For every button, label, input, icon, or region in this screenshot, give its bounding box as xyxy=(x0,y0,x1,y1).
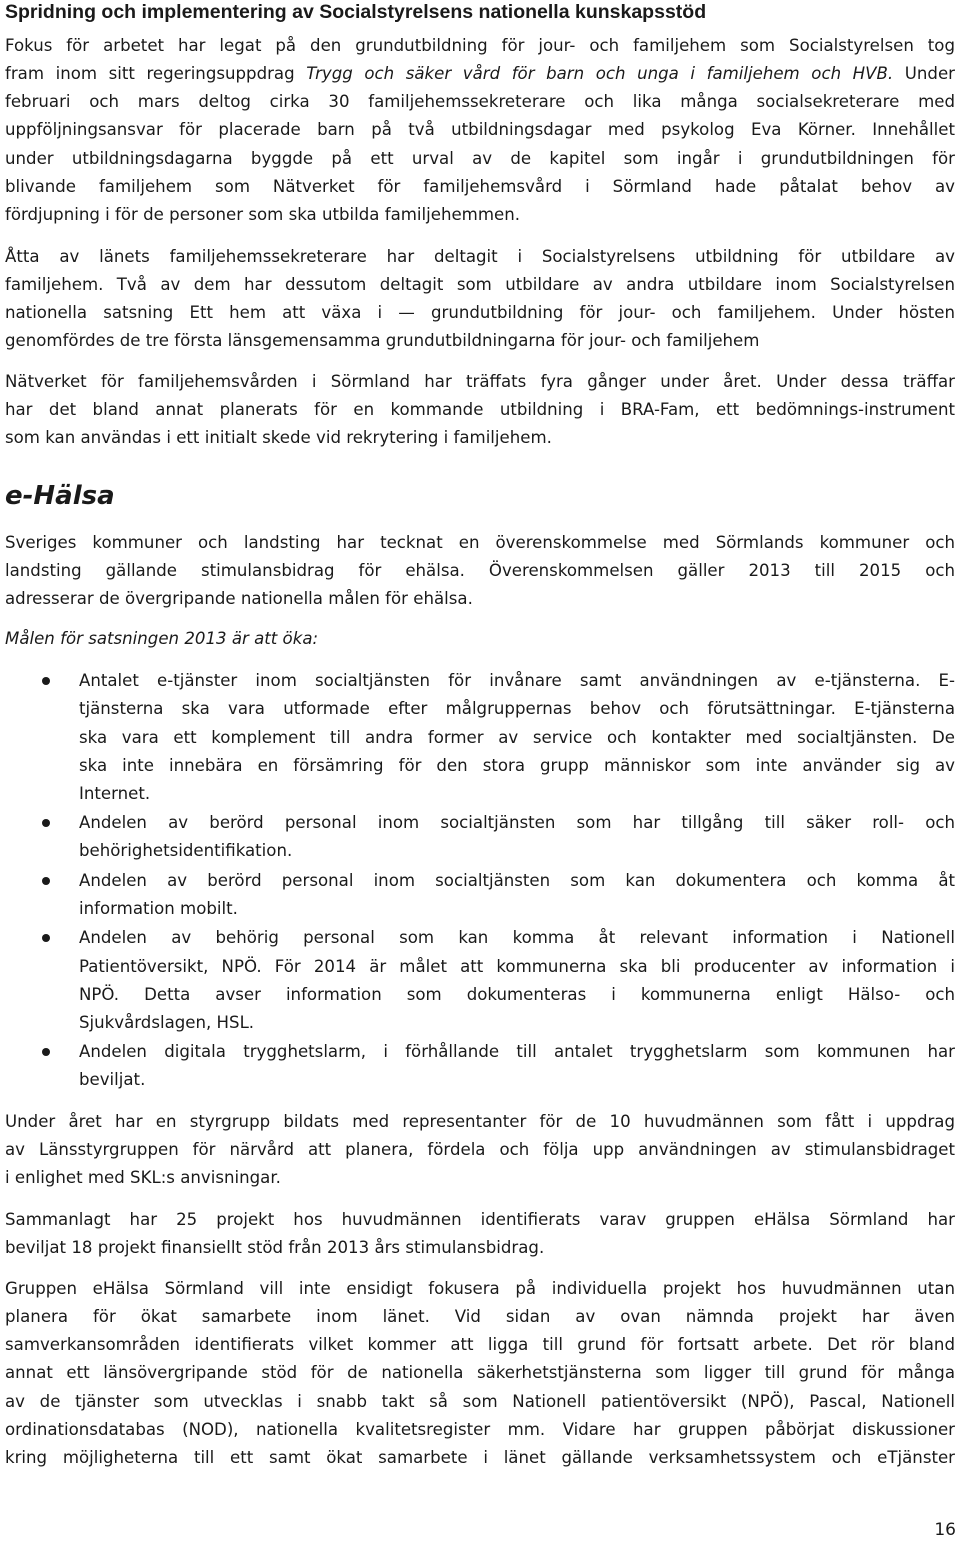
section-heading-kunskapsstod: Spridning och implementering av Socialstyrelsens nationella kunskapsstöd xyxy=(5,1,707,23)
text-line: information mobilt. xyxy=(79,899,238,918)
text-line: som kan användas i ett initialt skede vid rekrytering i familjehem. xyxy=(5,428,552,447)
text-line: nationella satsning Ett hem att växa i — grundutbildning för jour- och familjehem. Under hösten xyxy=(5,303,955,322)
text-line: Sveriges kommuner och landsting har tecknat en överenskommelse med Sörmlands kommuner och xyxy=(5,533,955,552)
bullet-icon xyxy=(42,934,50,942)
text-line: ska vara ett komplement till andra former av service och kontakter med socialtjänsten. De xyxy=(79,728,955,747)
text-line: februari och mars deltog cirka 30 familjehemssekreterare och lika många socialsekreterare med xyxy=(5,92,955,111)
text-line: av Länsstyrgruppen för närvård att planera, fördela och följa upp användningen av stimulansbidraget xyxy=(5,1140,955,1159)
text-line: Fokus för arbetet har legat på den grundutbildning för jour- och familjehem som Socialstyrelsen tog xyxy=(5,36,955,55)
text-line: Patientöversikt, NPÖ. För 2014 är målet att kommunerna ska bli producenter av information i xyxy=(79,957,955,976)
goals-intro: Målen för satsningen 2013 är att öka: xyxy=(5,629,319,648)
text-line: Sammanlagt har 25 projekt hos huvudmännen identifierats varav gruppen eHälsa Sörmland har xyxy=(5,1210,955,1229)
page-number: 16 xyxy=(934,1520,956,1540)
text-line: fördjupning i för de personer som ska utbilda familjehemmen. xyxy=(5,205,521,224)
text-line: ska inte innebära en försämring för den stora grupp människor som inte använder sig av xyxy=(79,756,955,775)
text-line: i enlighet med SKL:s anvisningar. xyxy=(5,1168,281,1187)
text-line: Andelen digitala trygghetslarm, i förhållande till antalet trygghetslarm som kommunen har xyxy=(79,1042,955,1061)
bullet-icon xyxy=(42,677,50,685)
text-line: annat ett länsövergripande stöd för de nationella säkerhetstjänsterna som ligger till grund för många xyxy=(5,1363,955,1382)
text-line: Andelen av behörig personal som kan komma åt relevant information i Nationell xyxy=(79,928,955,947)
text-line: behörighetsidentifikation. xyxy=(79,841,293,860)
text-line: Gruppen eHälsa Sörmland vill inte ensidigt fokusera på individuella projekt hos huvudmännen utan xyxy=(5,1279,955,1298)
text-line: landsting gällande stimulansbidrag för ehälsa. Överenskommelsen gäller 2013 till 2015 och xyxy=(5,561,955,580)
text-line: Under året har en styrgrupp bildats med representanter för de 10 huvudmännen som fått i uppdrag xyxy=(5,1112,955,1131)
text-line: planera för ökat samarbete inom länet. Vid sidan av ovan nämnda projekt har även xyxy=(5,1307,955,1326)
text-line: ordinationsdatabas (NOD), nationella kvalitetsregister mm. Vidare har gruppen påbörjat diskussioner xyxy=(5,1420,955,1439)
text-line: genomfördes de tre första länsgemensamma grundutbildningarna för jour- och familjehem xyxy=(5,331,760,350)
text-line: beviljat. xyxy=(79,1070,146,1089)
text-line: Åtta av länets familjehemssekreterare har deltagit i Socialstyrelsens utbildning för utbildare av xyxy=(5,247,955,266)
text-line: Antalet e-tjänster inom socialtjänsten för invånare samt användningen av e-tjänsterna. E- xyxy=(79,671,955,690)
bullet-icon xyxy=(42,819,50,827)
italic-title-run: Trygg och säker vård för barn och unga i familjehem och HVB. xyxy=(306,64,894,83)
section-heading-ehalsa: e-Hälsa xyxy=(5,481,115,511)
text-line: samverkansområden identifierats vilket kommer att ligga till grund för fortsatt arbete. Det rör bland xyxy=(5,1335,955,1354)
text-line: Andelen av berörd personal inom socialtjänsten som har tillgång till säker roll- och xyxy=(79,813,955,832)
text-line: beviljat 18 projekt finansiellt stöd från 2013 års stimulansbidrag. xyxy=(5,1238,545,1257)
text-line: familjehem. Två av dem har dessutom deltagit som utbildare av andra utbildare inom Socialstyrelsen xyxy=(5,275,955,294)
text-line: Sjukvårdslagen, HSL. xyxy=(79,1013,255,1032)
text-line: Andelen av berörd personal inom socialtjänsten som kan dokumentera och komma åt xyxy=(79,871,955,890)
text-line: kring möjligheterna till ett samt ökat samarbete i länet gällande verksamhetssystem och eTjänster xyxy=(5,1448,955,1467)
text-line: av de tjänster som utvecklas i snabb takt så som Nationell patientöversikt (NPÖ), Pascal, Nationell xyxy=(5,1392,955,1411)
bullet-icon xyxy=(42,877,50,885)
text-line: NPÖ. Detta avser information som dokumenteras i kommunerna enligt Hälso- och xyxy=(79,985,955,1004)
text-line: har det bland annat planerats för en kommande utbildning i BRA-Fam, ett bedömnings-instrument xyxy=(5,400,955,419)
text-run: fram inom sitt regeringsuppdrag xyxy=(5,64,307,83)
text-line xyxy=(5,60,955,88)
text-line: adresserar de övergripande nationella målen för ehälsa. xyxy=(5,589,473,608)
text-line: blivande familjehem som Nätverket för familjehemsvård i Sörmland hade påtalat behov av xyxy=(5,177,955,196)
text-line: Nätverket för familjehemsvården i Sörmland har träffats fyra gånger under året. Under dessa träffar xyxy=(5,372,955,391)
bullet-icon xyxy=(42,1048,50,1056)
text-run: Under xyxy=(893,64,955,83)
text-line: uppföljningsansvar för placerade barn på två utbildningsdagar med psykolog Eva Körner. Innehållet xyxy=(5,120,955,139)
text-line: Internet. xyxy=(79,784,151,803)
text-line: tjänsterna ska vara utformade efter målgruppernas behov och förutsättningar. E-tjänsterna xyxy=(79,699,955,718)
text-line: under utbildningsdagarna byggde på ett urval av de kapitel som ingår i grundutbildningen för xyxy=(5,149,955,168)
